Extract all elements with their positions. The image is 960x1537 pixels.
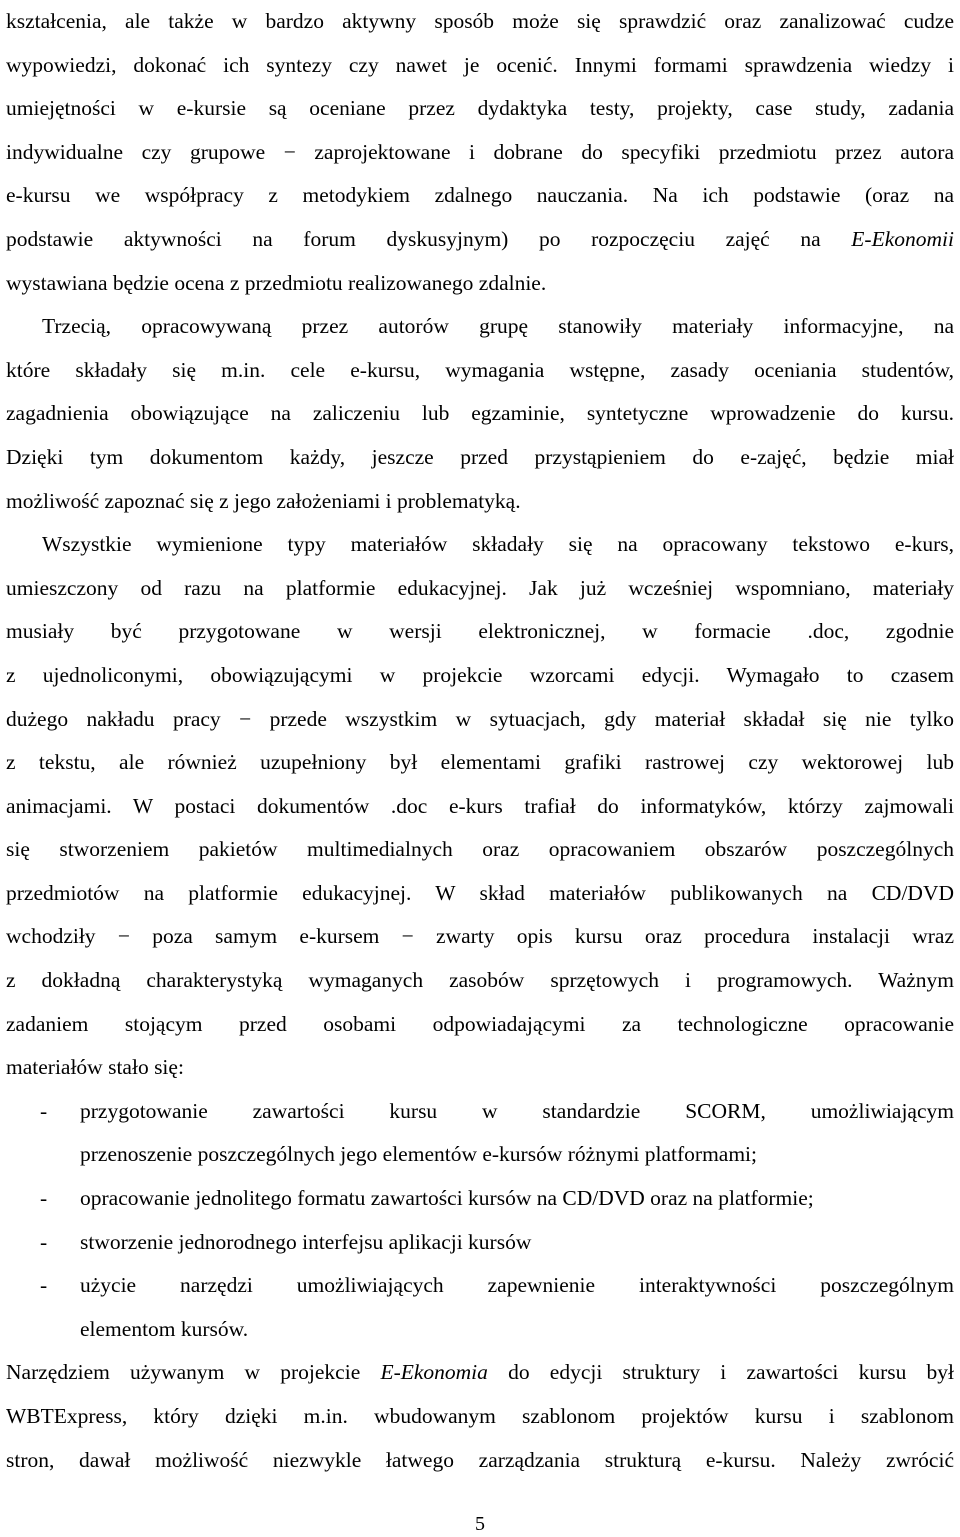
line-text: z ujednoliconymi, obowiązującymi w projekcie wzorcami edycji. Wymagało to czasem [6, 662, 954, 687]
emphasis-text: E-Ekonomii [851, 226, 954, 251]
text-line [6, 1308, 954, 1352]
line-text: wypowiedzi, dokonać ich syntezy czy nawet je ocenić. Innymi formami sprawdzenia wiedzy i [6, 52, 954, 77]
line-text: animacjami. W postaci dokumentów .doc e-kurs trafiał do informatyków, którzy zajmowali [6, 793, 954, 818]
bullet-dash: - [40, 1229, 48, 1254]
text-line [6, 436, 954, 480]
line-text: materiałów stało się: [6, 1055, 184, 1080]
line-text: zadaniem stojącym przed osobami odpowiadającymi za technologiczne opracowanie [6, 1011, 954, 1036]
text-line [6, 392, 954, 436]
text-line [6, 785, 954, 829]
text-line [6, 959, 954, 1003]
text-line [6, 1351, 954, 1395]
text-line [6, 610, 954, 654]
text-line [6, 1046, 954, 1090]
text-line [6, 1395, 954, 1439]
text-line [6, 567, 954, 611]
line-text: stworzenie jednorodnego interfejsu aplikacji kursów [80, 1229, 532, 1254]
bullet-dash: - [40, 1098, 48, 1123]
line-text: kształcenia, ale także w bardzo aktywny sposób może się sprawdzić oraz zanalizować cudze [6, 9, 954, 33]
line-text: indywidualne czy grupowe − zaprojektowane i dobrane do specyfiki przedmiotu przez autora [6, 139, 954, 164]
text-line [6, 698, 954, 742]
text-line [6, 523, 954, 567]
line-text: możliwość zapoznać się z jego założeniami i problematyką. [6, 488, 521, 513]
text-line [6, 741, 954, 785]
line-text: do edycji struktury i zawartości kursu był [487, 1360, 954, 1385]
text-line [6, 131, 954, 175]
line-text: Wszystkie wymienione typy materiałów składały się na opracowany tekstowo e-kurs, [42, 532, 954, 557]
bullet-line [6, 1177, 954, 1221]
line-text: e-kursu we współpracy z metodykiem zdalnego nauczania. Na ich podstawie (oraz na [6, 183, 954, 208]
text-line [6, 218, 954, 262]
bullet-line [6, 1090, 954, 1134]
line-text: elementom kursów. [80, 1316, 249, 1341]
line-text: z dokładną charakterystyką wymaganych zasobów sprzętowych i programowych. Ważnym [6, 968, 954, 993]
text-line [6, 828, 954, 872]
line-text: Trzecią, opracowywaną przez autorów grupę stanowiły materiały informacyjne, na [42, 314, 954, 339]
line-text: przedmiotów na platformie edukacyjnej. W skład materiałów publikowanych na CD/DVD [6, 880, 954, 905]
line-text: umieszczony od razu na platformie edukacyjnej. Jak już wcześniej wspomniano, materiały [6, 575, 954, 600]
text-line [6, 480, 954, 524]
bullet-dash: - [40, 1273, 48, 1298]
text-line [6, 305, 954, 349]
line-text: wystawiana będzie ocena z przedmiotu realizowanego zdalnie. [6, 270, 547, 295]
text-line [6, 1133, 954, 1177]
text-line [6, 174, 954, 218]
line-text: użycie narzędzi umożliwiających zapewnienie interaktywności poszczególnym [80, 1273, 954, 1298]
line-text: dużego nakładu pracy − przede wszystkim w sytuacjach, gdy materiał składał się nie tylko [6, 706, 954, 731]
text-body [6, 0, 954, 1482]
line-text: Narzędziem używanym w projekcie [6, 1360, 381, 1385]
line-text: wchodziły − poza samym e-kursem − zwarty opis kursu oraz procedura instalacji wraz [6, 924, 954, 949]
line-text: z tekstu, ale również uzupełniony był elementami grafiki rastrowej czy wektorowej lub [6, 750, 954, 775]
line-text: przygotowanie zawartości kursu w standardzie SCORM, umożliwiającym [80, 1098, 954, 1123]
text-line [6, 654, 954, 698]
line-text: przenoszenie poszczególnych jego elementów e-kursów różnymi platformami; [80, 1142, 758, 1167]
text-line [6, 87, 954, 131]
text-line [6, 0, 954, 44]
line-text: opracowanie jednolitego formatu zawartości kursów na CD/DVD oraz na platformie; [80, 1186, 814, 1211]
text-line [6, 872, 954, 916]
line-text: stron, dawał możliwość niezwykle łatwego zarządzania strukturą e-kursu. Należy zwrócić [6, 1447, 954, 1472]
text-line [6, 44, 954, 88]
bullet-line [6, 1264, 954, 1308]
text-line [6, 915, 954, 959]
line-text: umiejętności w e-kursie są oceniane przez dydaktyka testy, projekty, case study, zadania [6, 96, 954, 121]
text-line [6, 1439, 954, 1483]
line-text: podstawie aktywności na forum dyskusyjnym) po rozpoczęciu zajęć na [6, 226, 852, 251]
text-line [6, 349, 954, 393]
line-text: zagadnienia obowiązujące na zaliczeniu lub egzaminie, syntetyczne wprowadzenie do kursu. [6, 401, 954, 426]
line-text: Dzięki tym dokumentom każdy, jeszcze przed przystąpieniem do e-zajęć, będzie miał [6, 444, 954, 469]
text-line [6, 262, 954, 306]
document-page [6, 0, 954, 1482]
bullet-dash: - [40, 1186, 48, 1211]
line-text: musiały być przygotowane w wersji elektronicznej, w formacie .doc, zgodnie [6, 619, 954, 644]
line-text: które składały się m.in. cele e-kursu, wymagania wstępne, zasady oceniania studentów, [6, 357, 954, 382]
page-number: 5 [475, 1513, 485, 1535]
line-text: WBTExpress, który dzięki m.in. wbudowanym szablonom projektów kursu i szablonom [6, 1404, 954, 1428]
text-line [6, 1003, 954, 1047]
bullet-line [6, 1221, 954, 1265]
emphasis-text: E-Ekonomia [380, 1360, 488, 1385]
line-text: się stworzeniem pakietów multimedialnych oraz opracowaniem obszarów poszczególnych [6, 837, 954, 862]
